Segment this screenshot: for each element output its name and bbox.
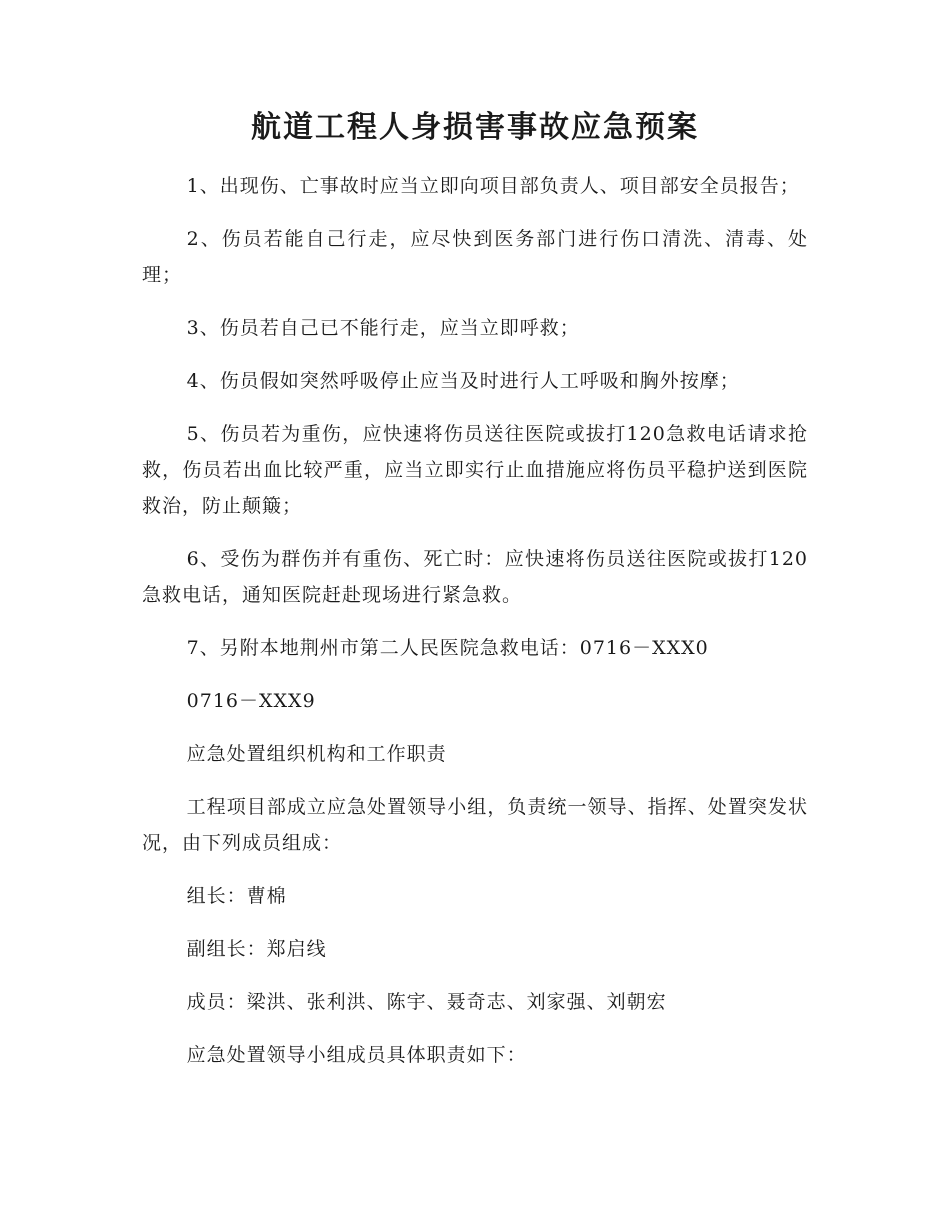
section-heading-organization: 应急处置组织机构和工作职责: [186, 743, 447, 765]
paragraph-hospital-phone: 7、另附本地荆州市第二人民医院急救电话：0716－XXX0: [186, 637, 709, 659]
paragraph-members: 成员：梁洪、张利洪、陈宇、聂奇志、刘家强、刘朝宏: [186, 991, 667, 1013]
paragraph-mass-injury: 6、受伤为群伤并有重伤、死亡时：应快速将伤员送往医院或拔打120急救电话，通知医院赶赴现场进行紧急救。: [142, 548, 808, 606]
paragraph-report-injury: 1、出现伤、亡事故时应当立即向项目部负责人、项目部安全员报告；: [186, 175, 800, 197]
paragraph-serious-injury: 5、伤员若为重伤，应快速将伤员送往医院或拔打120急救电话请求抢救，伤员若出血比较严重，应当立即实行止血措施应将伤员平稳护送到医院救治，防止颠簸；: [142, 423, 808, 517]
paragraph-deputy-leader: 副组长：郑启线: [186, 938, 327, 960]
paragraph-group-leader: 组长：曹棉: [186, 885, 287, 907]
paragraph-duties-intro: 应急处置领导小组成员具体职责如下：: [186, 1044, 527, 1066]
paragraph-hospital-phone-2: 0716－XXX9: [186, 690, 316, 712]
paragraph-leadership-group: 工程项目部成立应急处置领导小组，负责统一领导、指挥、处置突发状况，由下列成员组成：: [142, 796, 808, 854]
document-title: 航道工程人身损害事故应急预案: [251, 110, 699, 145]
paragraph-call-for-help: 3、伤员若自己已不能行走，应当立即呼救；: [186, 317, 580, 339]
paragraph-cpr: 4、伤员假如突然呼吸停止应当及时进行人工呼吸和胸外按摩；: [186, 370, 740, 392]
paragraph-walking-injured: 2、伤员若能自己行走，应尽快到医务部门进行伤口清洗、清毒、处理；: [142, 228, 808, 286]
